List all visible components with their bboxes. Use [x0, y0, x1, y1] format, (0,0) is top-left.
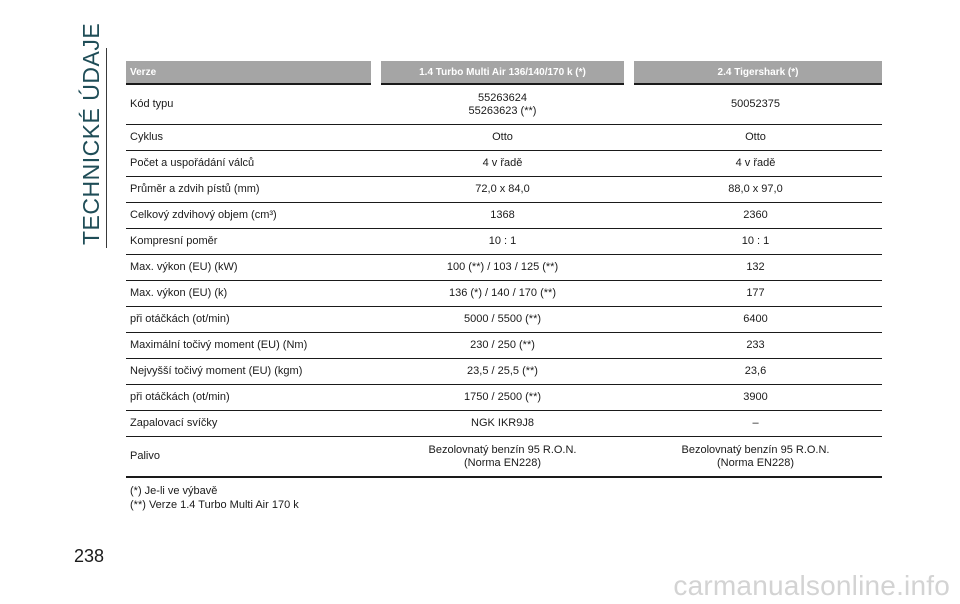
row-label: Kód typu	[126, 84, 376, 125]
value-engine-2-4	[629, 151, 882, 177]
table-body	[126, 84, 882, 477]
value-line: 3900	[743, 391, 768, 403]
row-label: Celkový zdvihový objem (cm³)	[126, 203, 376, 229]
value-engine-2-4	[629, 411, 882, 437]
value-engine-2-4	[629, 125, 882, 151]
header-version: Verze	[126, 61, 376, 84]
value-engine-1-4	[376, 411, 629, 437]
value-engine-1-4	[376, 203, 629, 229]
value-engine-1-4	[376, 229, 629, 255]
value-line: 1368	[490, 209, 515, 221]
value-line: 1750 / 2500 (**)	[463, 391, 542, 403]
value-engine-2-4	[629, 385, 882, 411]
value-line: 5000 / 5500 (**)	[463, 313, 542, 325]
value-engine-2-4	[629, 203, 882, 229]
value-engine-1-4	[376, 255, 629, 281]
value-engine-2-4	[629, 437, 882, 478]
row-label: Nejvyšší točivý moment (EU) (kgm)	[126, 359, 376, 385]
value-engine-1-4	[376, 307, 629, 333]
row-label: při otáčkách (ot/min)	[126, 307, 376, 333]
table-row	[126, 229, 882, 255]
value-line: 233	[746, 339, 765, 351]
header-engine-1-4: 1.4 Turbo Multi Air 136/140/170 k (*)	[376, 61, 629, 84]
table-row	[126, 385, 882, 411]
value-line: 10 : 1	[488, 235, 517, 247]
value-engine-2-4	[629, 229, 882, 255]
value-engine-1-4	[376, 359, 629, 385]
section-title: TECHNICKÉ ÚDAJE	[78, 22, 104, 245]
value-engine-2-4	[629, 307, 882, 333]
watermark: carmanualsonline.info	[673, 570, 950, 601]
table-row	[126, 437, 882, 478]
value-line: 88,0 x 97,0	[728, 183, 783, 195]
page-number: 238	[74, 546, 105, 566]
row-label: Průměr a zdvih pístů (mm)	[126, 177, 376, 203]
value-engine-2-4	[629, 359, 882, 385]
value-engine-2-4	[629, 333, 882, 359]
table-row	[126, 177, 882, 203]
value-line: Bezolovnatý benzín 95 R.O.N.	[428, 443, 577, 456]
value-engine-1-4	[376, 437, 629, 478]
table-row	[126, 125, 882, 151]
value-line: 10 : 1	[741, 235, 770, 247]
value-line: 55263624	[478, 91, 527, 104]
table-header-row	[126, 61, 882, 84]
row-label: Počet a uspořádání válců	[126, 151, 376, 177]
value-engine-1-4	[376, 281, 629, 307]
header-engine-2-4: 2.4 Tigershark (*)	[629, 61, 882, 84]
table-row	[126, 333, 882, 359]
table-row	[126, 151, 882, 177]
value-line: 4 v řadě	[735, 157, 776, 169]
value-engine-2-4	[629, 255, 882, 281]
value-engine-1-4	[376, 151, 629, 177]
row-label: Cyklus	[126, 125, 376, 151]
value-line: 136 (*) / 140 / 170 (**)	[448, 287, 556, 299]
engine-spec-table	[126, 61, 882, 478]
row-label: Palivo	[126, 437, 376, 478]
row-label: Zapalovací svíčky	[126, 411, 376, 437]
value-engine-1-4	[376, 385, 629, 411]
value-line: Bezolovnatý benzín 95 R.O.N.	[681, 443, 830, 456]
footnote: (*) Je-li ve výbavě	[130, 485, 218, 497]
value-line: NGK IKR9J8	[471, 417, 534, 429]
footnotes	[130, 484, 299, 512]
row-label: Maximální točivý moment (EU) (Nm)	[126, 333, 376, 359]
value-line: 6400	[743, 313, 768, 325]
value-line: 177	[746, 287, 765, 299]
value-line: 23,6	[744, 365, 767, 377]
table-row	[126, 359, 882, 385]
value-engine-2-4	[629, 281, 882, 307]
value-line: (Norma EN228)	[463, 456, 542, 469]
row-label: Max. výkon (EU) (k)	[126, 281, 376, 307]
footnote: (**) Verze 1.4 Turbo Multi Air 170 k	[130, 499, 299, 511]
value-line: –	[752, 417, 759, 429]
table-row	[126, 84, 882, 125]
table-row	[126, 255, 882, 281]
value-line: 72,0 x 84,0	[475, 183, 530, 195]
value-line: 2360	[743, 209, 768, 221]
value-line: 230 / 250 (**)	[470, 339, 535, 351]
value-engine-2-4	[629, 177, 882, 203]
value-line: 132	[746, 261, 765, 273]
value-line: (Norma EN228)	[716, 456, 795, 469]
row-label: Kompresní poměr	[126, 229, 376, 255]
table-row	[126, 281, 882, 307]
row-label: při otáčkách (ot/min)	[126, 385, 376, 411]
value-engine-1-4	[376, 125, 629, 151]
value-line: 50052375	[731, 98, 780, 110]
value-engine-2-4	[629, 84, 882, 125]
value-line: 4 v řadě	[482, 157, 523, 169]
value-line: 55263623 (**)	[468, 104, 537, 117]
value-line: 100 (**) / 103 / 125 (**)	[446, 261, 559, 273]
row-label: Max. výkon (EU) (kW)	[126, 255, 376, 281]
value-engine-1-4	[376, 84, 629, 125]
value-engine-1-4	[376, 177, 629, 203]
value-line: 23,5 / 25,5 (**)	[467, 365, 538, 377]
value-engine-1-4	[376, 333, 629, 359]
value-line: Otto	[745, 131, 766, 143]
section-divider	[106, 48, 107, 248]
table-row	[126, 307, 882, 333]
value-line: Otto	[492, 131, 513, 143]
table-row	[126, 203, 882, 229]
table-row	[126, 411, 882, 437]
